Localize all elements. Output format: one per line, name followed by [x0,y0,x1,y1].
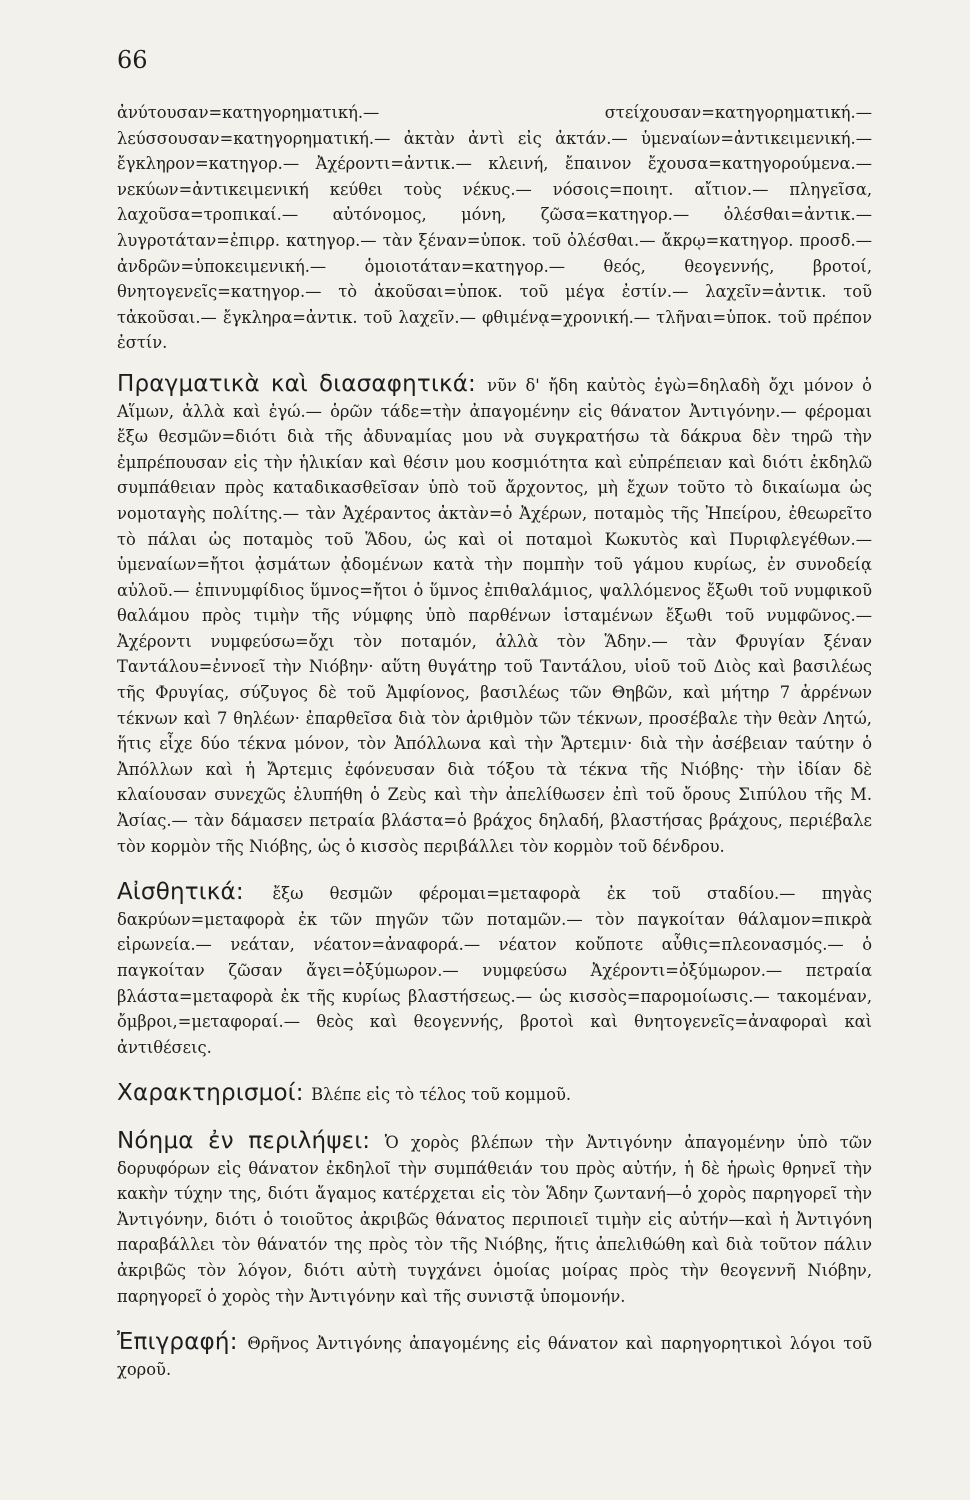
section-text: ἔξω θεσμῶν φέρομαι=μεταφορὰ ἐκ τοῦ σταδίου.— πηγὰς δακρύων=μεταφορὰ ἐκ τῶν πηγῶν τῶν ποταμῶν.— τὸν παγκοίταν θάλαμον=πικρὰ εἰρωνεία.— νεάταν, νέατον=ἀναφορά.— νέατον κοὔποτε αὖθις=πλεονασμός.— ὁ παγκοίταν ζῶσαν ἄγει=ὀξύμωρον.— νυμφεύσω Ἀχέροντι=ὀξύμωρον.— πετραία βλάστα=μεταφορὰ ἐκ τῆς κυρίως βλαστήσεως.— ὡς κισσὸς=παρομοίωσις.— τακομέναν, ὄμβροι,=μεταφοραί.— θεὸς καὶ θεογεννής, βροτοὶ καὶ θνητογενεῖς=ἀναφοραὶ καὶ ἀντιθέσεις. [117,884,872,1057]
section-realities [117,372,872,859]
section-text: νῦν δ' ἤδη καὐτὸς ἐγὼ=δηλαδὴ ὄχι μόνον ὁ Αἵμων, ἀλλὰ καὶ ἐγώ.— ὁρῶν τάδε=τὴν ἀπαγομένην εἰς θάνατον Ἀντιγόνην.— φέρομαι ἔξω θεσμῶν=διότι διὰ τῆς ἀδυναμίας μου νὰ συγκρατήσω τὰ δάκρυα δὲν τηρῶ τὴν ἐμπρέπουσαν εἰς τὴν ἡλικίαν καὶ θέσιν μου κοσμιότητα καὶ εὐπρέπειαν καὶ διότι ἐκδηλῶ συμπάθειαν πρὸς καταδικασθεῖσαν ὑπὸ τοῦ ἄρχοντος, μὴ ἔχων τοῦτο τὸ δικαίωμα ὡς νομοταγὴς πολίτης.— τὰν Ἀχέραντος ἀκτὰν=ὁ Ἀχέρων, ποταμὸς τῆς Ἠπείρου, ἐθεωρεῖτο τὸ πάλαι ὡς ποταμὸς τοῦ Ἅδου, ὡς καὶ οἱ ποταμοὶ Κωκυτὸς καὶ Πυριφλεγέθων.— ὑμεναίων=ἤτοι ᾀσμάτων ᾀδομένων κατὰ τὴν πομπὴν τοῦ γάμου κυρίως, ἐν συνοδείᾳ αὐλοῦ.— ἐπινυμφίδιος ὕμνος=ἤτοι ὁ ὕμνος ἐπιθαλάμιος, ψαλλόμενος ἔξωθι τοῦ νυμφικοῦ θαλάμου πρὸς τιμὴν τῆς νύμφης ὑπὸ παρθένων ἱσταμένων ἔξωθι τοῦ νυμφῶνος.— Ἀχέροντι νυμφεύσω=ὄχι τὸν ποταμόν, ἀλλὰ τὸν Ἅδην.— τὰν Φρυγίαν ξέναν Ταντάλου=ἐννοεῖ τὴν Νιόβην· αὕτη θυγάτηρ τοῦ Ταντάλου, υἱοῦ τοῦ Διὸς καὶ βασιλέως τῆς Φρυγίας, σύζυγος δὲ τοῦ Ἀμφίονος, βασιλέως τῶν Θηβῶν, καὶ μήτηρ 7 ἀρρένων τέκνων καὶ 7 θηλέων· ἐπαρθεῖσα διὰ τὸν ἀριθμὸν τῶν τέκνων, προσέβαλε τὴν θεὰν Λητώ, ἥτις εἶχε δύο τέκνα μόνον, τὸν Ἀπόλλωνα καὶ τὴν Ἄρτεμιν· διὰ τὴν ἀσέβειαν ταύτην ὁ Ἀπόλλων καὶ ἡ Ἄρτεμις ἐφόνευσαν διὰ τόξου τὰ τέκνα τῆς Νιόβης· τὴν ἰδίαν δὲ κλαίουσαν συνεχῶς ἐλυπήθη ὁ Ζεὺς καὶ τὴν ἀπελίθωσεν ἐπὶ τοῦ ὄρους Σιπύλου τῆς Μ. Ἀσίας.— τὰν δάμασεν πετραία βλάστα=ὁ βράχος δηλαδή, βλαστήσας βράχους, περιέβαλε τὸν κορμὸν τῆς Νιόβης, ὡς ὁ κισσὸς περιβάλλει τὸν κορμὸν τοῦ δένδρου. [117,375,872,856]
section-summary [117,1129,872,1309]
section-text: Θρῆνος Ἀντιγόνης ἀπαγομένης εἰς θάνατον καὶ παρηγορητικοὶ λόγοι τοῦ χοροῦ. [117,1334,872,1379]
page-number: 66 [117,46,148,74]
section-heading: Ἐπιγραφή: [117,1329,248,1356]
section-text: Ὁ χορὸς βλέπων τὴν Ἀντιγόνην ἀπαγομένην ὑπὸ τῶν δορυφόρων εἰς θάνατον ἐκδηλοῖ τὴν συμπάθειάν του πρὸς αὐτήν, ἡ δὲ ἡρωὶς θρηνεῖ τὴν κακὴν τύχην της, διότι ἄγαμος κατέρχεται εἰς τὸν Ἅδην ζωντανή—ὁ χορὸς παρηγορεῖ τὴν Ἀντιγόνην, διότι ὁ τοιοῦτος ἀκριβῶς θάνατος περιποιεῖ τιμὴν εἰς αὐτήν—καὶ ἡ Ἀντιγόνη παραβάλλει τὸν θάνατόν της πρὸς τὸν τῆς Νιόβης, ἥτις ἀπελιθώθη καὶ διὰ τοῦτον πάλιν ἀκριβῶς τὸν λόγον, διότι αὐτὴ τυγχάνει ὁμοίας μοίρας πρὸς τὴν θεογεννῆ Νιόβην, παρηγορεῖ ὁ χορὸς τὴν Ἀντιγόνην καὶ τῆς συνιστᾷ ὑπομονήν. [117,1132,872,1306]
page-body [117,100,872,1403]
section-heading: Πραγματικὰ καὶ διασαφητικά: [117,370,488,397]
section-characterizations [117,1081,872,1108]
section-title [117,1330,872,1382]
section-heading: Νόημα ἐν περιλήψει: [117,1127,385,1154]
grammar-notes-paragraph: ἀνύτουσαν=κατηγορηματική.— στείχουσαν=κατηγορηματική.— λεύσσουσαν=κατηγορηματική.— ἀκτὰν ἀντὶ εἰς ἀκτάν.— ὑμεναίων=ἀντικειμενική.— ἔγκληρον=κατηγορ.— Ἀχέροντι=ἀντικ.— κλεινή, ἔπαινον ἔχουσα=κατηγορούμενα.— νεκύων=ἀντικειμενική κεύθει τοὺς νέκυς.— νόσοις=ποιητ. αἴτιον.— πληγεῖσα, λαχοῦσα=τροπικαί.— αὐτόνομος, μόνη, ζῶσα=κατηγορ.— ὀλέσθαι=ἀντικ.— λυγροτάταν=ἐπιρρ. κατηγορ.— τὰν ξέναν=ὑποκ. τοῦ ὀλέσθαι.— ἄκρῳ=κατηγορ. προσδ.— ἀνδρῶν=ὑποκειμενική.— ὁμοιοτάταν=κατηγορ.— θεός, θεογεννής, βροτοί, θνητογενεῖς=κατηγορ.— τὸ ἀκοῦσαι=ὑποκ. τοῦ μέγα ἐστίν.— λαχεῖν=ἀντικ. τοῦ τἀκοῦσαι.— ἔγκληρα=ἀντικ. τοῦ λαχεῖν.— φθιμένᾳ=χρονική.— τλῆναι=ὑποκ. τοῦ πρέπον ἐστίν. [117,103,872,353]
section-text: Βλέπε εἰς τὸ τέλος τοῦ κομμοῦ. [311,1085,572,1105]
section-heading: Χαρακτηρισμοί: [117,1080,312,1107]
section-aesthetics [117,880,872,1060]
section-heading: Αἰσθητικά: [117,879,273,906]
